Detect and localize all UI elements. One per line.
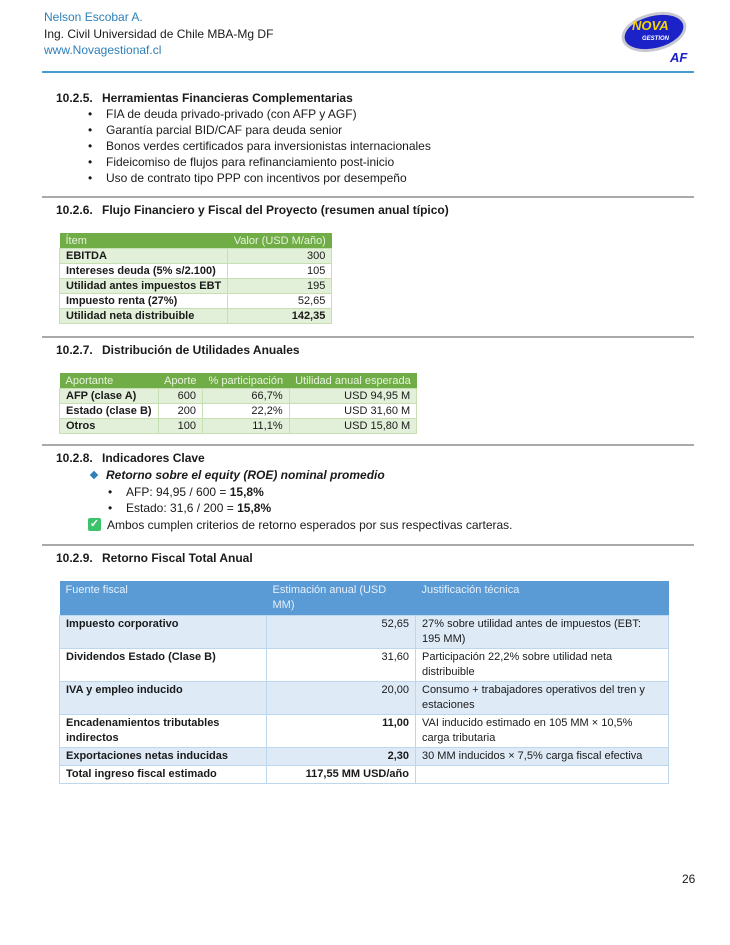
logo-word-nova: NOVA bbox=[632, 18, 669, 33]
section-heading-10-2-6 bbox=[56, 203, 449, 217]
cell-source: Impuesto corporativo bbox=[60, 616, 267, 649]
cell-share: 22,2% bbox=[203, 404, 290, 419]
list-item: • Garantía parcial BID/CAF para deuda senior bbox=[88, 122, 431, 138]
table-row bbox=[60, 419, 417, 434]
table-header-row bbox=[60, 233, 332, 249]
cell-source: IVA y empleo inducido bbox=[60, 682, 267, 715]
column-header: Utilidad anual esperada bbox=[289, 373, 417, 389]
table-row bbox=[60, 404, 417, 419]
financial-tools-list bbox=[88, 106, 431, 186]
table-row bbox=[60, 294, 332, 309]
cell-justification: Participación 22,2% sobre utilidad neta distribuible bbox=[416, 649, 669, 682]
roe-afp-value: 15,8% bbox=[229, 485, 264, 499]
list-item: • FIA de deuda privado-privado (con AFP y AGF) bbox=[88, 106, 431, 122]
diamond-bullet-icon bbox=[90, 471, 98, 479]
logo-word-af: AF bbox=[670, 50, 688, 65]
table-row bbox=[60, 279, 332, 294]
cell-share: 11,1% bbox=[203, 419, 290, 434]
column-header: Aporte bbox=[158, 373, 202, 389]
website-link[interactable]: www.Novagestionaf.cl bbox=[44, 43, 162, 57]
table-header-row bbox=[60, 581, 669, 616]
list-item: • Uso de contrato tipo PPP con incentivos por desempeño bbox=[88, 170, 431, 186]
cell-source: Encadenamientos tributables indirectos bbox=[60, 715, 267, 748]
table-row bbox=[60, 682, 669, 715]
table-row-total bbox=[60, 766, 669, 784]
column-header: Fuente fiscal bbox=[60, 581, 267, 616]
roe-estado-value: 15,8% bbox=[237, 501, 272, 515]
page-number: 26 bbox=[682, 872, 696, 886]
list-item bbox=[108, 500, 271, 516]
section-number: 10.2.7. bbox=[56, 343, 93, 357]
section-title: Distribución de Utilidades Anuales bbox=[102, 343, 300, 357]
cell-item: Utilidad neta distribuible bbox=[60, 309, 228, 324]
column-header: Valor (USD M/año) bbox=[228, 233, 332, 249]
table-row bbox=[60, 249, 332, 264]
column-header: % participación bbox=[203, 373, 290, 389]
cell-expected-profit: USD 31,60 M bbox=[289, 404, 417, 419]
cell-item: EBITDA bbox=[60, 249, 228, 264]
check-icon: ✓ bbox=[89, 518, 100, 530]
cell-estimate: 31,60 bbox=[267, 649, 416, 682]
cell-source: Dividendos Estado (Clase B) bbox=[60, 649, 267, 682]
cell-value: 105 bbox=[228, 264, 332, 279]
section-title: Flujo Financiero y Fiscal del Proyecto (resumen anual típico) bbox=[102, 203, 449, 217]
section-divider bbox=[42, 336, 694, 338]
cell-value: 300 bbox=[228, 249, 332, 264]
roe-estado-label: Estado: 31,6 / 200 = bbox=[126, 501, 238, 515]
profit-distribution-table bbox=[59, 373, 417, 434]
cell-contribution: 100 bbox=[158, 419, 202, 434]
cell-source: Total ingreso fiscal estimado bbox=[60, 766, 267, 784]
section-number: 10.2.6. bbox=[56, 203, 93, 217]
cell-source: Exportaciones netas inducidas bbox=[60, 748, 267, 766]
table-row bbox=[60, 389, 417, 404]
table-row bbox=[60, 649, 669, 682]
logo-word-gestion: GESTION bbox=[642, 36, 670, 42]
fiscal-return-table bbox=[59, 581, 669, 784]
table-row bbox=[60, 616, 669, 649]
cell-item: Intereses deuda (5% s/2.100) bbox=[60, 264, 228, 279]
section-title: Retorno Fiscal Total Anual bbox=[102, 551, 253, 565]
cell-contributor: Estado (clase B) bbox=[60, 404, 159, 419]
cell-justification bbox=[416, 766, 669, 784]
column-header: Aportante bbox=[60, 373, 159, 389]
cell-estimate: 20,00 bbox=[267, 682, 416, 715]
cash-flow-table bbox=[59, 233, 332, 324]
roe-title: Retorno sobre el equity (ROE) nominal promedio bbox=[106, 468, 385, 482]
cell-contributor: AFP (clase A) bbox=[60, 389, 159, 404]
list-item: • Bonos verdes certificados para inversionistas internacionales bbox=[88, 138, 431, 154]
section-number: 10.2.5. bbox=[56, 91, 93, 105]
cell-estimate: 11,00 bbox=[267, 715, 416, 748]
cell-estimate: 52,65 bbox=[267, 616, 416, 649]
cell-expected-profit: USD 15,80 M bbox=[289, 419, 417, 434]
section-heading-10-2-5 bbox=[56, 91, 353, 105]
cell-justification: Consumo + trabajadores operativos del tren y estaciones bbox=[416, 682, 669, 715]
section-divider bbox=[42, 196, 694, 198]
cell-value: 52,65 bbox=[228, 294, 332, 309]
roe-list bbox=[108, 484, 271, 516]
table-row bbox=[60, 715, 669, 748]
page-header bbox=[44, 9, 273, 59]
cell-contribution: 600 bbox=[158, 389, 202, 404]
cell-value: 142,35 bbox=[228, 309, 332, 324]
cell-expected-profit: USD 94,95 M bbox=[289, 389, 417, 404]
cell-value: 195 bbox=[228, 279, 332, 294]
cell-contributor: Otros bbox=[60, 419, 159, 434]
column-header: Justificación técnica bbox=[416, 581, 669, 616]
section-number: 10.2.9. bbox=[56, 551, 93, 565]
check-statement: Ambos cumplen criterios de retorno esperados por sus respectivas carteras. bbox=[107, 518, 513, 532]
table-header-row bbox=[60, 373, 417, 389]
section-divider bbox=[42, 444, 694, 446]
table-row bbox=[60, 264, 332, 279]
section-title: Herramientas Financieras Complementarias bbox=[102, 91, 353, 105]
section-heading-10-2-9 bbox=[56, 551, 253, 565]
section-number: 10.2.8. bbox=[56, 451, 93, 465]
section-heading-10-2-7 bbox=[56, 343, 300, 357]
nova-gestion-logo bbox=[620, 8, 696, 66]
section-heading-10-2-8 bbox=[56, 451, 205, 465]
list-item: • Fideicomiso de flujos para refinanciamiento post-inicio bbox=[88, 154, 431, 170]
cell-contribution: 200 bbox=[158, 404, 202, 419]
author-title: Ing. Civil Universidad de Chile MBA-Mg DF bbox=[44, 26, 274, 41]
cell-estimate: 2,30 bbox=[267, 748, 416, 766]
roe-afp-label: AFP: 94,95 / 600 = bbox=[126, 485, 230, 499]
list-item bbox=[108, 484, 271, 500]
column-header: Ítem bbox=[60, 233, 228, 249]
cell-estimate: 117,55 MM USD/año bbox=[267, 766, 416, 784]
column-header: Estimación anual (USD MM) bbox=[267, 581, 416, 616]
table-row bbox=[60, 309, 332, 324]
cell-item: Impuesto renta (27%) bbox=[60, 294, 228, 309]
section-title: Indicadores Clave bbox=[102, 451, 205, 465]
cell-item: Utilidad antes impuestos EBT bbox=[60, 279, 228, 294]
cell-justification: VAI inducido estimado en 105 MM × 10,5% carga tributaria bbox=[416, 715, 669, 748]
section-divider bbox=[42, 544, 694, 546]
header-divider bbox=[42, 71, 694, 73]
cell-justification: 30 MM inducidos × 7,5% carga fiscal efectiva bbox=[416, 748, 669, 766]
author-name: Nelson Escobar A. bbox=[44, 10, 143, 24]
table-row bbox=[60, 748, 669, 766]
cell-justification: 27% sobre utilidad antes de impuestos (EBT: 195 MM) bbox=[416, 616, 669, 649]
cell-share: 66,7% bbox=[203, 389, 290, 404]
